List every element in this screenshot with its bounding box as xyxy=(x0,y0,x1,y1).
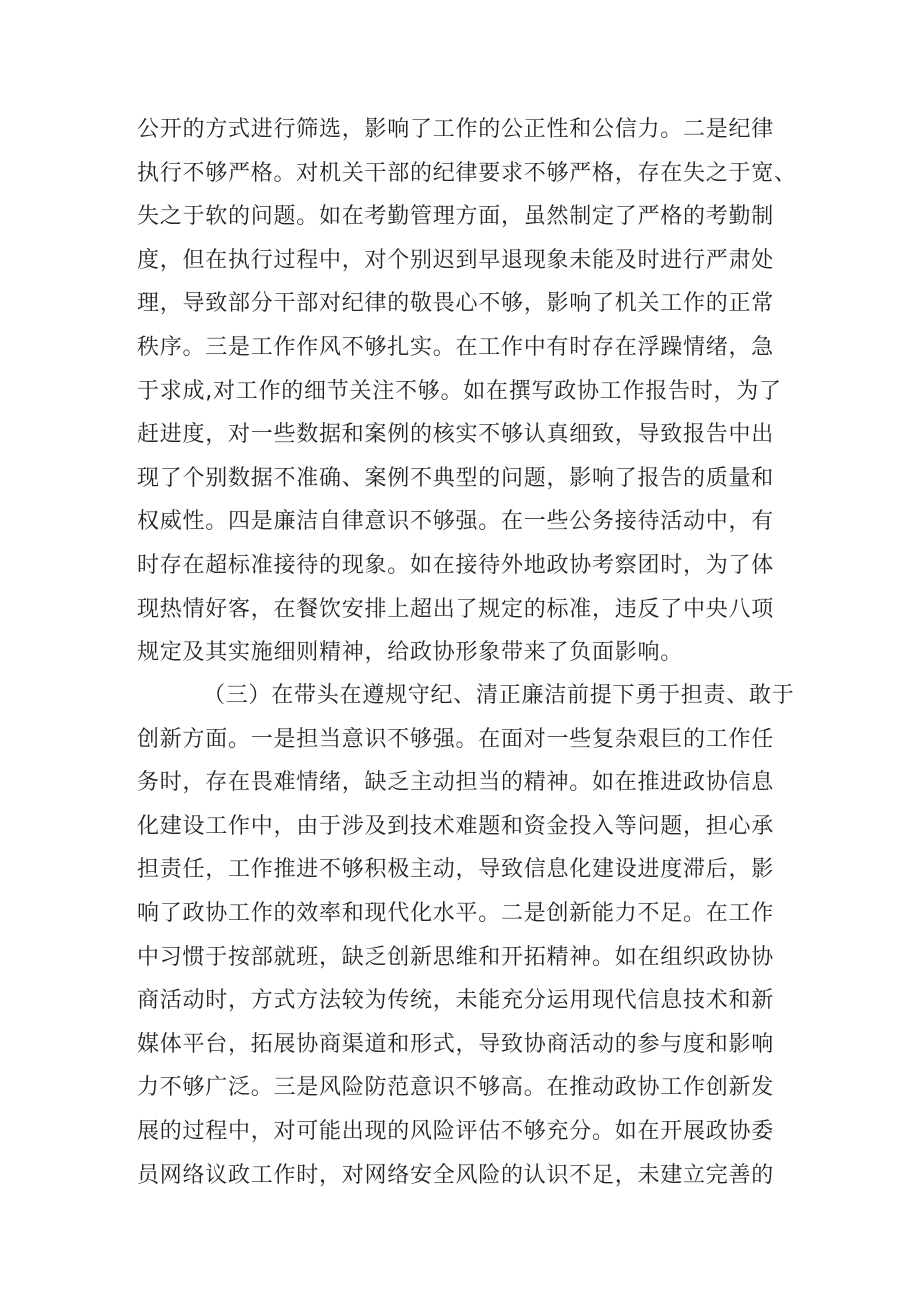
text-line: 化建设工作中，由于涉及到技术难题和资金投入等问题，担心承 xyxy=(137,813,775,839)
text-line: 规定及其实施细则精神，给政协形象带来了负面影响。 xyxy=(137,640,684,666)
text-line: 权威性。四是廉洁自律意识不够强。在一些公务接待活动中，有 xyxy=(137,509,775,535)
text-line: 理，导致部分干部对纪律的敬畏心不够，影响了机关工作的正常 xyxy=(137,291,775,317)
text-line: 时存在超标准接待的现象。如在接待外地政协考察团时，为了体 xyxy=(137,552,775,578)
text-line: 执行不够严格。对机关干部的纪律要求不够严格，存在失之于宽、 xyxy=(137,160,797,186)
text-line: 员网络议政工作时，对网络安全风险的认识不足，未建立完善的 xyxy=(137,1162,775,1188)
text-line: 秩序。三是工作作风不够扎实。在工作中有时存在浮躁情绪，急 xyxy=(137,334,775,360)
section-heading-line: （三）在带头在遵规守纪、清正廉洁前提下勇于担责、敢于 xyxy=(203,683,795,708)
text-line: 务时，存在畏难情绪，缺乏主动担当的精神。如在推进政协信息 xyxy=(137,770,775,796)
text-line: 担责任，工作推进不够积极主动，导致信息化建设进度滞后，影 xyxy=(137,857,775,883)
text-line: 力不够广泛。三是风险防范意识不够高。在推动政协工作创新发 xyxy=(137,1075,775,1101)
text-line: 中习惯于按部就班，缺乏创新思维和开拓精神。如在组织政协协 xyxy=(137,944,775,970)
text-line: 失之于软的问题。如在考勤管理方面，虽然制定了严格的考勤制 xyxy=(137,204,775,230)
text-line: 商活动时，方式方法较为传统，未能充分运用现代信息技术和新 xyxy=(137,988,775,1014)
text-line: 度，但在执行过程中，对个别迟到早退现象未能及时进行严肃处 xyxy=(137,247,775,273)
text-line: 响了政协工作的效率和现代化水平。二是创新能力不足。在工作 xyxy=(137,900,775,926)
text-line: 现热情好客，在餐饮安排上超出了规定的标准，违反了中央八项 xyxy=(137,596,775,622)
text-line: 赶进度，对一些数据和案例的核实不够认真细致，导致报告中出 xyxy=(137,422,775,448)
text-line: 于求成,对工作的细节关注不够。如在撰写政协工作报告时，为了 xyxy=(137,378,782,404)
section-three-paragraph xyxy=(137,674,795,1197)
text-line: 现了个别数据不准确、案例不典型的问题，影响了报告的质量和 xyxy=(137,465,775,491)
text-line: 媒体平台，拓展协商渠道和形式，导致协商活动的参与度和影响 xyxy=(137,1031,775,1057)
text-line: 公开的方式进行筛选，影响了工作的公正性和公信力。二是纪律 xyxy=(137,117,775,142)
paragraph-continuation xyxy=(137,108,797,675)
text-line: 创新方面。一是担当意识不够强。在面对一些复杂艰巨的工作任 xyxy=(137,726,775,752)
text-line: 展的过程中，对可能出现的风险评估不够充分。如在开展政协委 xyxy=(137,1118,775,1144)
